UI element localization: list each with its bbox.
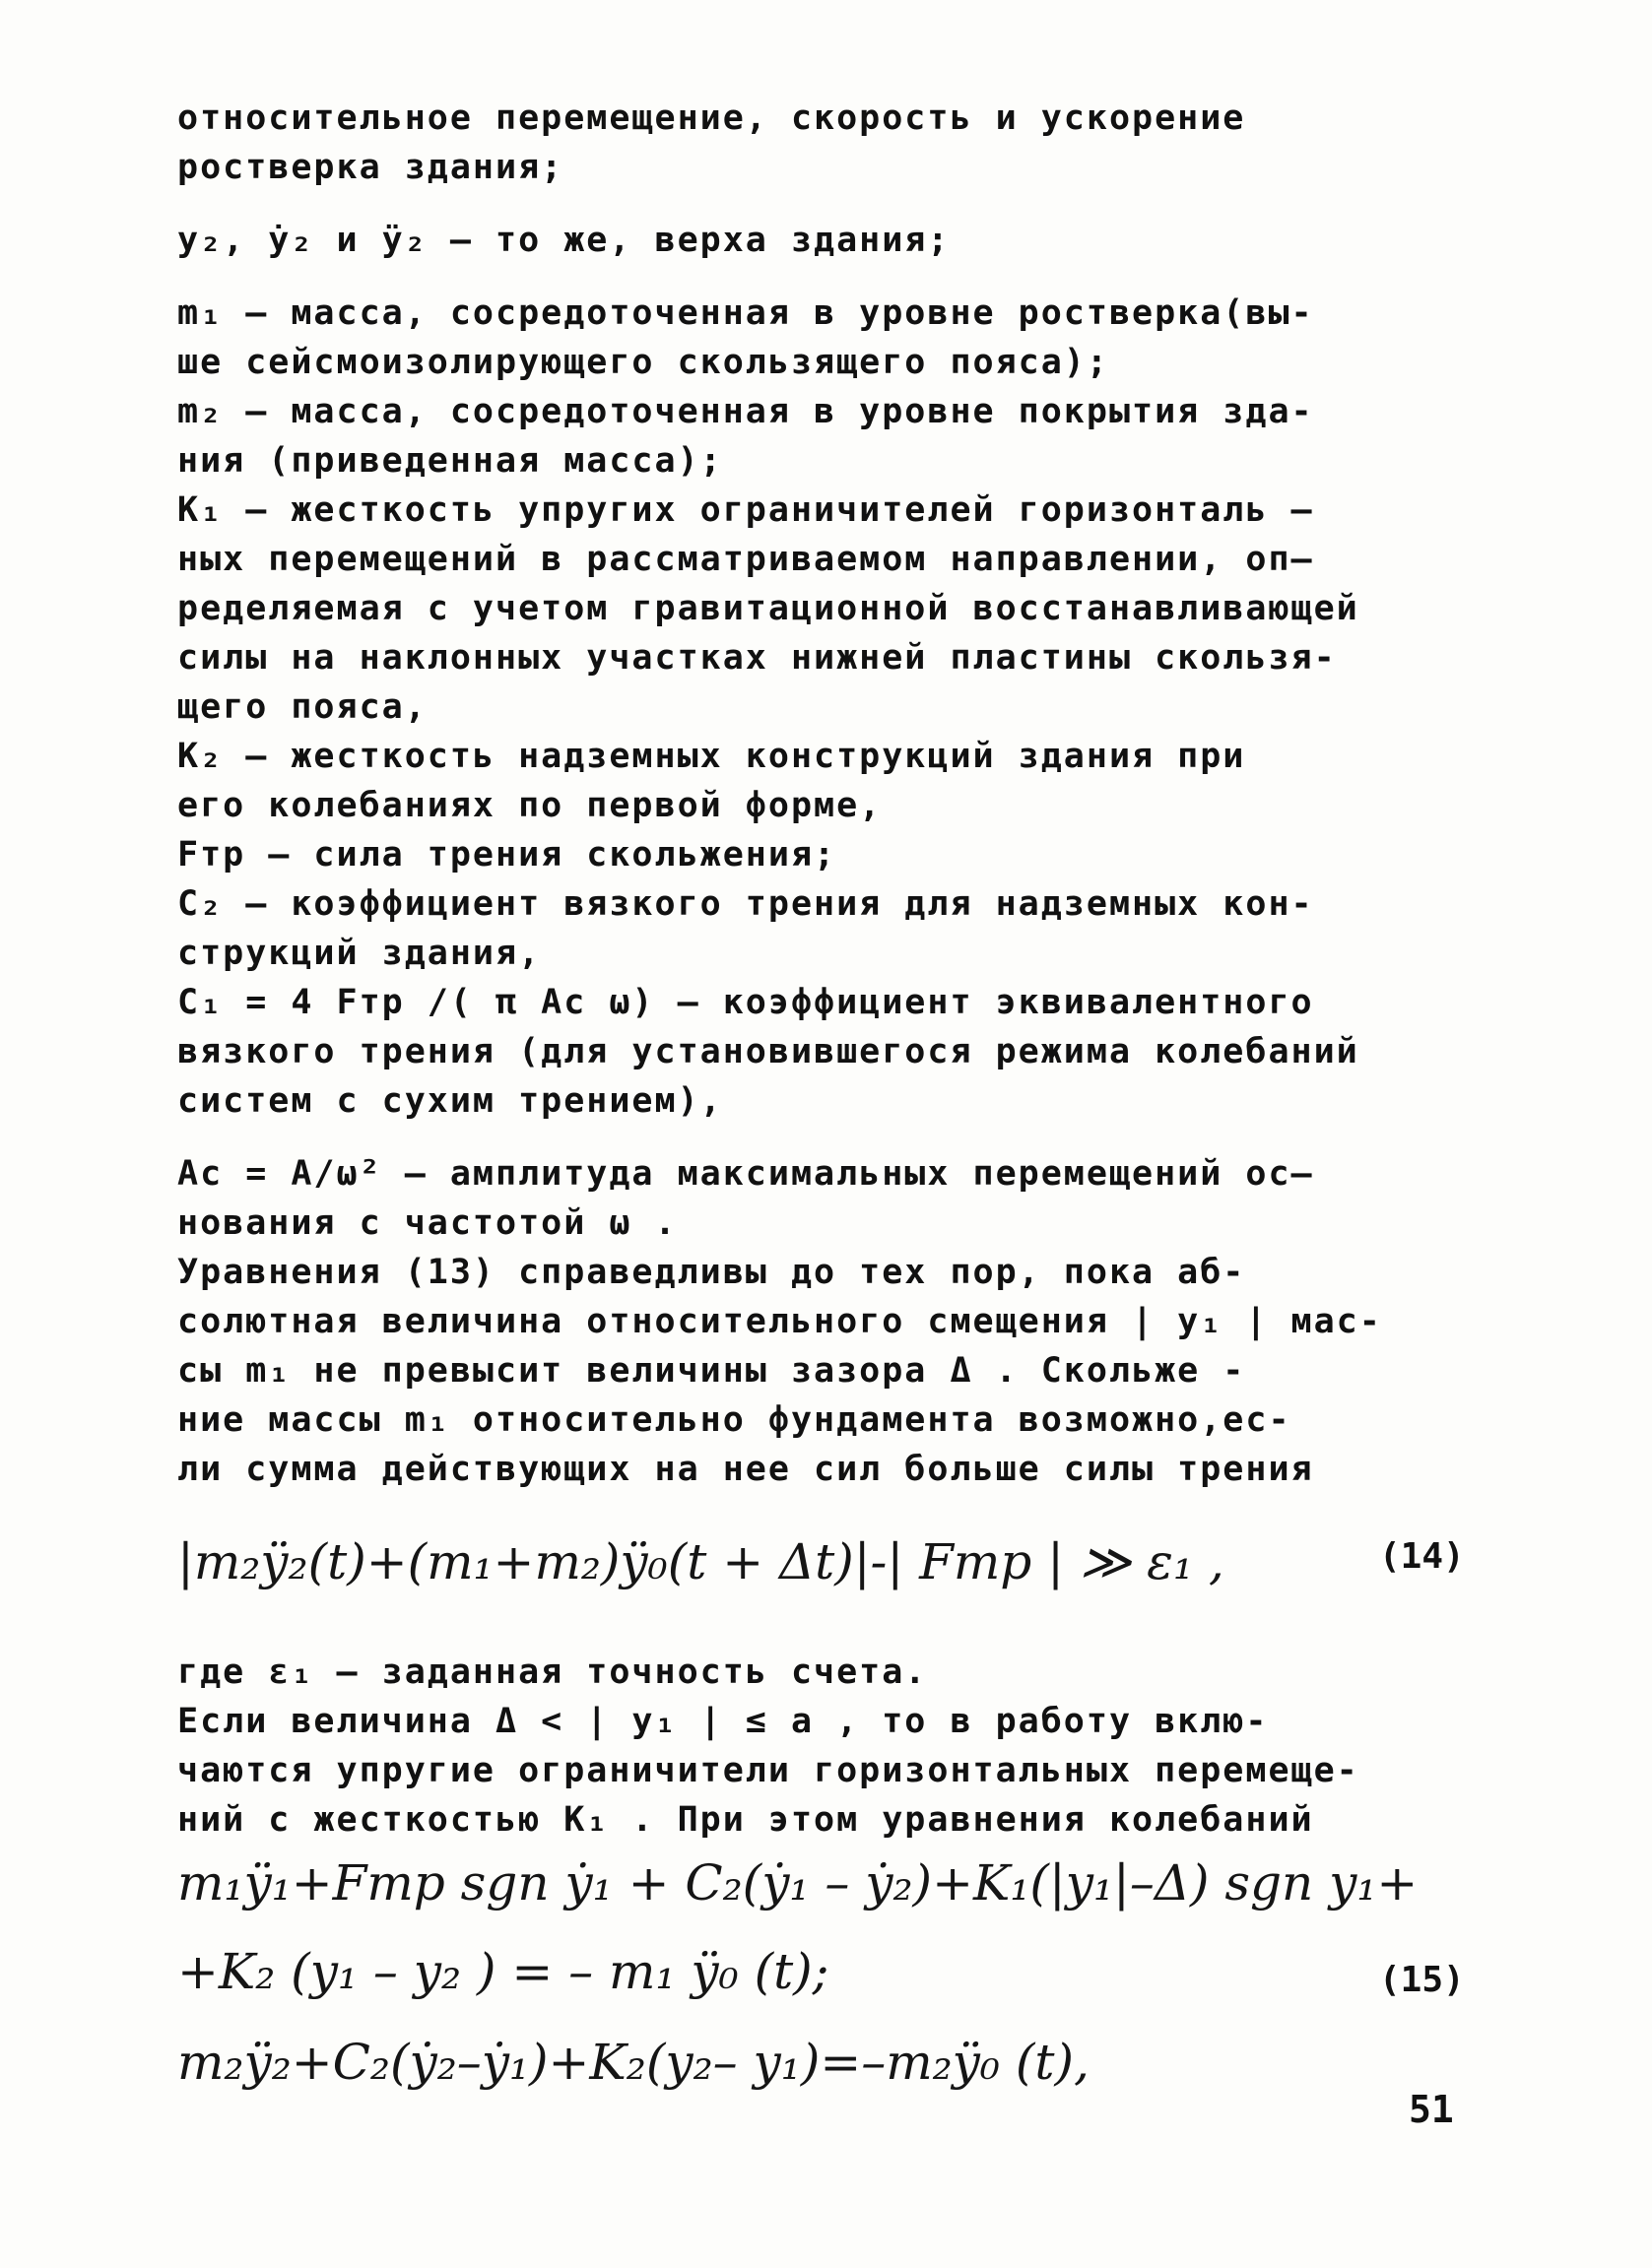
text-line: вязкого трения (для установившегося режима колебаний [177, 1032, 1359, 1071]
text-line: сы m₁ не превысит величины зазора Δ . Скольже - [177, 1351, 1246, 1391]
text-line: силы на наклонных участках нижней пластины скользя- [177, 638, 1337, 678]
text-line: щего пояса, [177, 687, 428, 727]
equation-15-line-2: +K₂ (y₁ – y₂ ) = – m₁ ÿ₀ (t); [177, 1943, 829, 2000]
text-line: C₂ – коэффициент вязкого трения для надземных кон- [177, 884, 1314, 924]
equation-number-15: (15) [1379, 1960, 1465, 2000]
text-line: K₂ – жесткость надземных конструкций здания при [177, 737, 1246, 776]
text-line: ределяемая с учетом гравитационной восстанавливающей [177, 589, 1359, 628]
text-line: C₁ = 4 Fтр /( π Aс ω) – коэффициент эквивалентного [177, 983, 1314, 1022]
text-line: K₁ – жесткость упругих ограничителей горизонталь – [177, 490, 1314, 530]
text-line: ростверка здания; [177, 148, 564, 187]
text-line: его колебаниях по первой форме, [177, 786, 883, 825]
text-line: Aс = A/ω² – амплитуда максимальных перемещений ос– [177, 1154, 1314, 1194]
equation-number-14: (14) [1379, 1536, 1465, 1577]
page-number: 51 [1409, 2088, 1454, 2131]
text-line: систем с сухим трением), [177, 1081, 723, 1121]
text-line: струкций здания, [177, 934, 542, 973]
text-line: y₂, ẏ₂ и ÿ₂ – то же, верха здания; [177, 221, 951, 260]
text-line: ных перемещений в рассматриваемом направлении, оп– [177, 540, 1314, 579]
equation-14: |m₂ÿ₂(t)+(m₁+m₂)ÿ₀(t + Δt)|-| Fтр | ≫ ε₁ , [177, 1533, 1224, 1590]
equation-15-line-3: m₂ÿ₂+C₂(ẏ₂–ẏ₁)+K₂(y₂– y₁)=–m₂ÿ₀ (t), [177, 2034, 1090, 2091]
equation-15-line-1: m₁ÿ₁+Fтр sgn ẏ₁ + C₂(ẏ₁ – ẏ₂)+K₁(|y₁|–Δ) sgn y₁+ [177, 1854, 1419, 1912]
text-line: солютная величина относительного смещения | y₁ | мас- [177, 1302, 1382, 1341]
text-line: ше сейсмоизолирующего скользящего пояса); [177, 343, 1109, 382]
text-line: ние массы m₁ относительно фундамента возможно,ес- [177, 1400, 1291, 1440]
text-line: m₂ – масса, сосредоточенная в уровне покрытия зда- [177, 392, 1314, 431]
text-line: Fтр – сила трения скольжения; [177, 835, 837, 875]
text-line: m₁ – масса, сосредоточенная в уровне ростверка(вы- [177, 293, 1314, 333]
text-line: нования с частотой ω . [177, 1203, 678, 1243]
text-line: ния (приведенная масса); [177, 441, 723, 481]
text-line: ли сумма действующих на нее сил больше силы трения [177, 1450, 1314, 1489]
text-line: Если величина Δ < | y₁ | ≤ a , то в работу вклю- [177, 1702, 1269, 1741]
text-line: чаются упругие ограничители горизонтальных перемеще- [177, 1751, 1359, 1790]
text-line: где ε₁ – заданная точность счета. [177, 1652, 928, 1692]
text-line: ний с жесткостью K₁ . При этом уравнения колебаний [177, 1800, 1314, 1840]
text-line: Уравнения (13) справедливы до тех пор, пока аб- [177, 1253, 1246, 1292]
text-line: относительное перемещение, скорость и ускорение [177, 98, 1246, 138]
